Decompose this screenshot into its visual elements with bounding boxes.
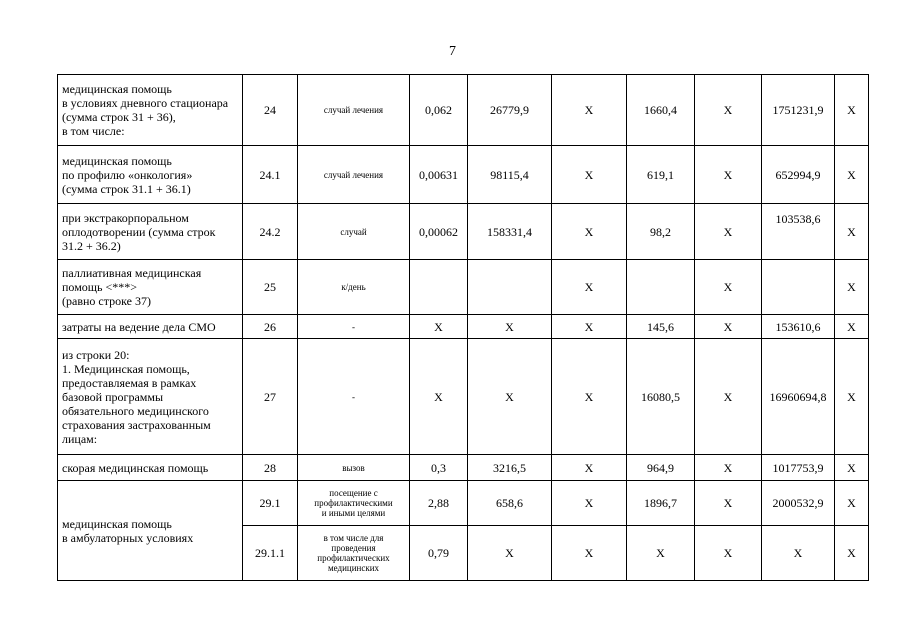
value-cell: 1660,4 [627, 75, 695, 146]
value-cell: X [835, 339, 869, 455]
value-cell: 0,3 [410, 455, 468, 481]
value-cell: 16080,5 [627, 339, 695, 455]
unit-line: и иными целями [321, 508, 386, 518]
value-cell [468, 260, 552, 315]
table-row [58, 204, 869, 260]
row-name [58, 481, 243, 581]
row-name-line: обязательного медицинского [62, 403, 209, 418]
value-cell: 98115,4 [468, 146, 552, 204]
value-cell: X [552, 339, 627, 455]
value-cell: X [552, 260, 627, 315]
value-cell: X [552, 146, 627, 204]
row-name-line: 1. Медицинская помощь, [62, 361, 190, 376]
row-name-line: предоставляемая в рамках [62, 375, 197, 390]
value-cell: X [627, 526, 695, 581]
value-cell: 1751231,9 [762, 75, 835, 146]
table-row [58, 315, 869, 339]
row-name-line: в амбулаторных условиях [62, 530, 194, 545]
value-cell: X [835, 455, 869, 481]
value-cell: 0,00631 [410, 146, 468, 204]
value-cell: X [695, 455, 762, 481]
row-name [58, 455, 243, 481]
row-name-line: помощь <***> [62, 280, 138, 294]
row-name [58, 339, 243, 455]
row-name-line: при экстракорпоральном [62, 210, 189, 225]
value-cell: X [695, 481, 762, 526]
value-cell: X [835, 315, 869, 339]
table-row [58, 339, 869, 455]
value-cell: X [835, 526, 869, 581]
value-cell: X [468, 526, 552, 581]
value-cell: 153610,6 [762, 315, 835, 339]
value-cell: X [468, 315, 552, 339]
value-cell: X [835, 481, 869, 526]
row-number: 24 [243, 75, 298, 146]
unit-cell: случай [298, 204, 410, 260]
row-number: 24.1 [243, 146, 298, 204]
value-cell [762, 260, 835, 315]
unit-cell [298, 526, 410, 581]
row-name-line: лицам: [62, 431, 98, 446]
value-cell: 0,79 [410, 526, 468, 581]
value-cell: X [552, 481, 627, 526]
table-row [58, 481, 869, 526]
value-cell: 1896,7 [627, 481, 695, 526]
value-cell: X [695, 75, 762, 146]
row-name-line: паллиативная медицинская [62, 266, 202, 280]
value-cell: 2000532,9 [762, 481, 835, 526]
value-cell: X [468, 339, 552, 455]
value-cell: X [552, 204, 627, 260]
value-cell: 103538,6 [762, 204, 835, 260]
row-name-line: в условиях дневного стационара [62, 96, 229, 110]
value-cell: X [410, 315, 468, 339]
row-name-line: медицинская помощь [62, 516, 172, 531]
row-name [58, 260, 243, 315]
value-cell: 652994,9 [762, 146, 835, 204]
unit-line: профилактических [317, 553, 390, 563]
value-cell: 26779,9 [468, 75, 552, 146]
value-cell: X [552, 455, 627, 481]
row-name-line: (сумма строк 31 + 36), [62, 110, 176, 124]
value-cell: X [695, 526, 762, 581]
row-name [58, 75, 243, 146]
row-name [58, 146, 243, 204]
value-cell: 619,1 [627, 146, 695, 204]
value-cell: X [552, 75, 627, 146]
unit-line: медицинских [327, 563, 380, 573]
row-number: 26 [243, 315, 298, 339]
row-name-line: оплодотворении (сумма строк [62, 224, 216, 239]
unit-cell: - [298, 339, 410, 455]
value-cell: 0,00062 [410, 204, 468, 260]
row-number: 29.1.1 [243, 526, 298, 581]
row-name-line: скорая медицинская помощь [62, 460, 209, 475]
row-name-line: (сумма строк 31.1 + 36.1) [62, 181, 191, 196]
value-cell: X [762, 526, 835, 581]
value-cell [627, 260, 695, 315]
value-cell: X [695, 339, 762, 455]
row-name-line: 31.2 + 36.2) [62, 238, 121, 253]
unit-line: в том числе для [323, 533, 384, 543]
value-cell: 145,6 [627, 315, 695, 339]
row-name-line: из строки 20: [62, 347, 130, 362]
row-number: 25 [243, 260, 298, 315]
row-name-line: затраты на ведение дела СМО [62, 319, 216, 334]
table-row [58, 75, 869, 146]
value-cell: 16960694,8 [762, 339, 835, 455]
unit-cell: к/день [298, 260, 410, 315]
unit-cell: - [298, 315, 410, 339]
page-number: 7 [449, 44, 456, 59]
unit-line: посещение с [329, 488, 378, 498]
table-row [58, 146, 869, 204]
value-cell: 3216,5 [468, 455, 552, 481]
value-cell: X [552, 315, 627, 339]
value-cell: 658,6 [468, 481, 552, 526]
row-name-line: (равно строке 37) [62, 294, 151, 308]
unit-cell: случай лечения [298, 75, 410, 146]
row-number: 24.2 [243, 204, 298, 260]
value-cell: X [695, 204, 762, 260]
value-cell: 98,2 [627, 204, 695, 260]
value-cell: 964,9 [627, 455, 695, 481]
value-cell: 0,062 [410, 75, 468, 146]
row-name [58, 315, 243, 339]
value-cell: X [410, 339, 468, 455]
row-name-line: медицинская помощь [62, 153, 172, 168]
row-number: 28 [243, 455, 298, 481]
table-row [58, 260, 869, 315]
row-name-line: по профилю «онкология» [62, 167, 193, 182]
value-cell: X [695, 146, 762, 204]
value-cell: X [695, 260, 762, 315]
unit-cell: случай лечения [298, 146, 410, 204]
value-cell: X [695, 315, 762, 339]
unit-cell: вызов [298, 455, 410, 481]
value-cell [410, 260, 468, 315]
value-cell: X [835, 204, 869, 260]
value-cell: X [835, 75, 869, 146]
value-cell: X [835, 146, 869, 204]
value-cell: X [835, 260, 869, 315]
value-cell: X [552, 526, 627, 581]
row-name-line: медицинская помощь [62, 82, 172, 96]
row-number: 29.1 [243, 481, 298, 526]
unit-cell [298, 481, 410, 526]
value-cell: 1017753,9 [762, 455, 835, 481]
unit-line: профилактическими [314, 498, 393, 508]
row-name-line: страхования застрахованным [62, 417, 211, 432]
row-name [58, 204, 243, 260]
row-name-line: в том числе: [62, 124, 125, 138]
value-cell: 2,88 [410, 481, 468, 526]
row-number: 27 [243, 339, 298, 455]
row-name-line: базовой программы [62, 389, 164, 404]
unit-line: проведения [331, 543, 376, 553]
table-row [58, 455, 869, 481]
data-table [57, 74, 869, 581]
value-cell: 158331,4 [468, 204, 552, 260]
